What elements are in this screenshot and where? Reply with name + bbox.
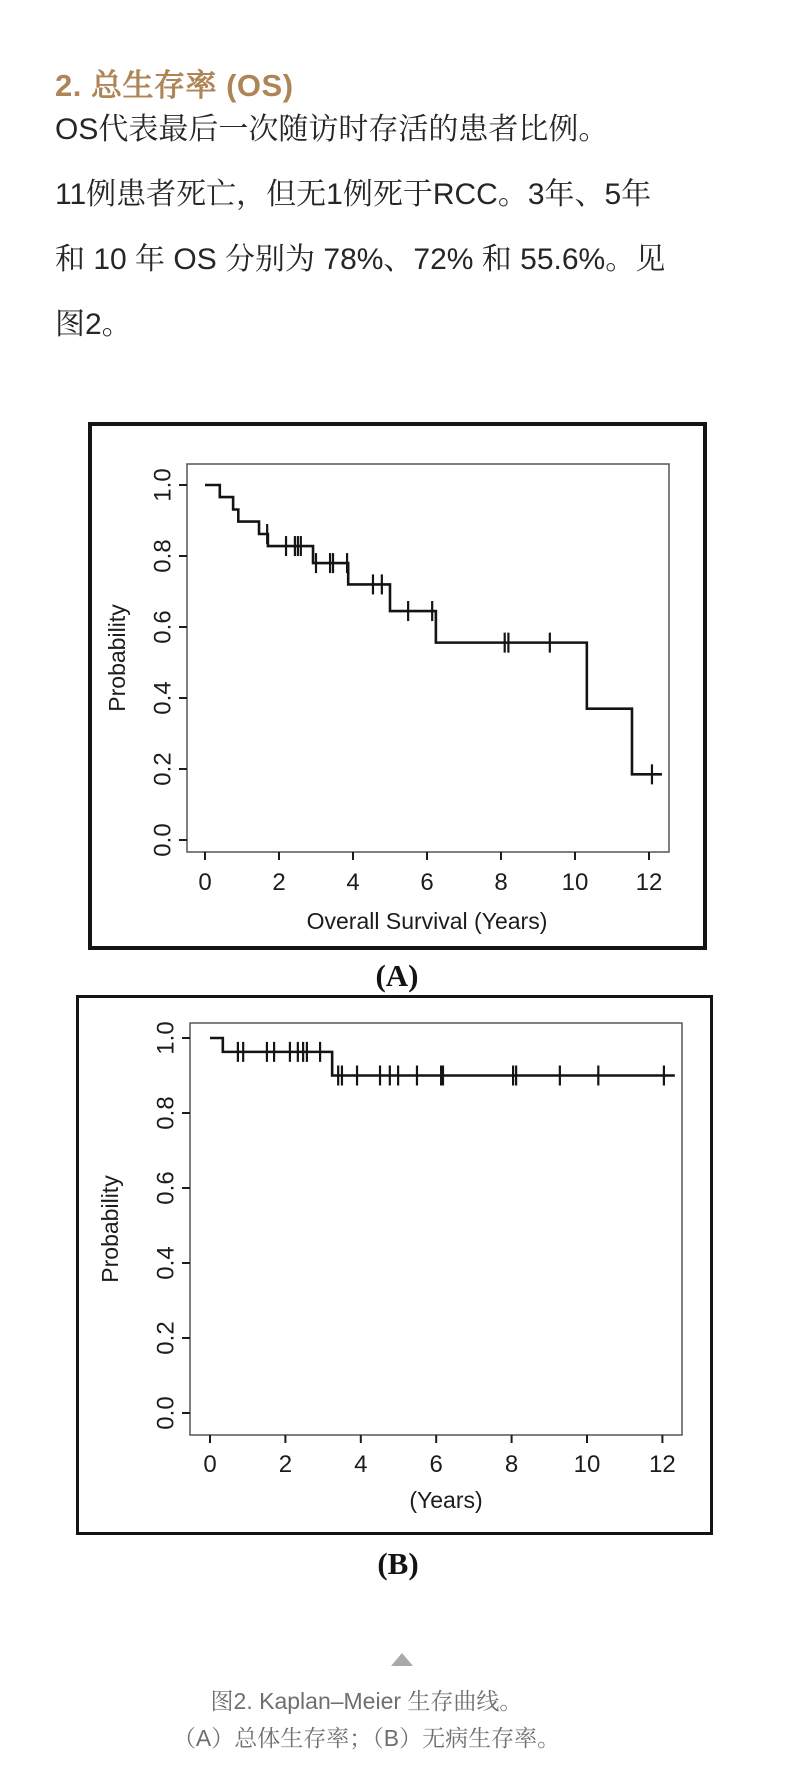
svg-text:6: 6 bbox=[420, 869, 434, 896]
figure-caption-line1: 图2. Kaplan–Meier 生存曲线。 bbox=[210, 1688, 523, 1714]
svg-text:0.6: 0.6 bbox=[152, 1171, 180, 1205]
km-chart-a-svg bbox=[92, 426, 703, 946]
svg-text:0.8: 0.8 bbox=[152, 1096, 180, 1130]
svg-text:0: 0 bbox=[198, 869, 212, 896]
scroll-top-button[interactable] bbox=[385, 1646, 419, 1672]
triangle-up-icon bbox=[391, 1653, 413, 1666]
svg-text:10: 10 bbox=[561, 869, 589, 896]
svg-text:4: 4 bbox=[354, 1451, 368, 1478]
figure-panel-b-frame bbox=[76, 995, 713, 1535]
body-paragraph bbox=[55, 97, 755, 357]
svg-text:1.0: 1.0 bbox=[152, 1021, 180, 1055]
paragraph-line: 和 10 年 OS 分别为 78%、72% 和 55.6%。见 bbox=[55, 243, 666, 276]
svg-text:12: 12 bbox=[649, 1451, 676, 1478]
svg-text:6: 6 bbox=[429, 1451, 443, 1478]
figure-caption-line2: （A）总体生存率；（B）无病生存率。 bbox=[172, 1725, 561, 1751]
svg-text:Probability: Probability bbox=[104, 604, 131, 712]
svg-text:Probability: Probability bbox=[97, 1175, 124, 1283]
svg-text:8: 8 bbox=[494, 869, 508, 896]
svg-text:0.2: 0.2 bbox=[149, 752, 177, 786]
svg-text:0.4: 0.4 bbox=[152, 1246, 180, 1280]
svg-text:0.0: 0.0 bbox=[152, 1396, 180, 1430]
svg-text:8: 8 bbox=[504, 1451, 519, 1478]
figure-caption bbox=[0, 1683, 733, 1757]
svg-text:(Years): (Years) bbox=[409, 1487, 483, 1513]
svg-text:1.0: 1.0 bbox=[149, 468, 177, 502]
svg-text:10: 10 bbox=[573, 1451, 601, 1478]
section-heading: 2. 总生存率 (OS) bbox=[55, 67, 294, 103]
panel-a-label: (A) bbox=[375, 958, 419, 993]
svg-text:0: 0 bbox=[203, 1451, 217, 1478]
svg-text:0.2: 0.2 bbox=[152, 1321, 180, 1355]
svg-text:0.6: 0.6 bbox=[149, 610, 177, 644]
panel-b-label: (B) bbox=[377, 1546, 419, 1581]
km-chart-b-svg bbox=[79, 998, 710, 1532]
svg-text:12: 12 bbox=[635, 869, 663, 896]
svg-text:2: 2 bbox=[272, 869, 286, 896]
figure-panel-a-frame bbox=[88, 422, 707, 950]
svg-text:4: 4 bbox=[346, 869, 360, 896]
paragraph-line: 11例患者死亡，但无1例死于RCC。3年、5年 bbox=[55, 178, 652, 211]
svg-text:0.4: 0.4 bbox=[149, 681, 177, 715]
svg-text:0.8: 0.8 bbox=[149, 539, 177, 573]
svg-text:0.0: 0.0 bbox=[149, 823, 177, 857]
paragraph-line: OS代表最后一次随访时存活的患者比例。 bbox=[55, 113, 609, 146]
svg-text:Overall Survival (Years): Overall Survival (Years) bbox=[306, 908, 548, 934]
paragraph-line: 图2。 bbox=[55, 308, 132, 341]
svg-text:2: 2 bbox=[278, 1451, 293, 1478]
